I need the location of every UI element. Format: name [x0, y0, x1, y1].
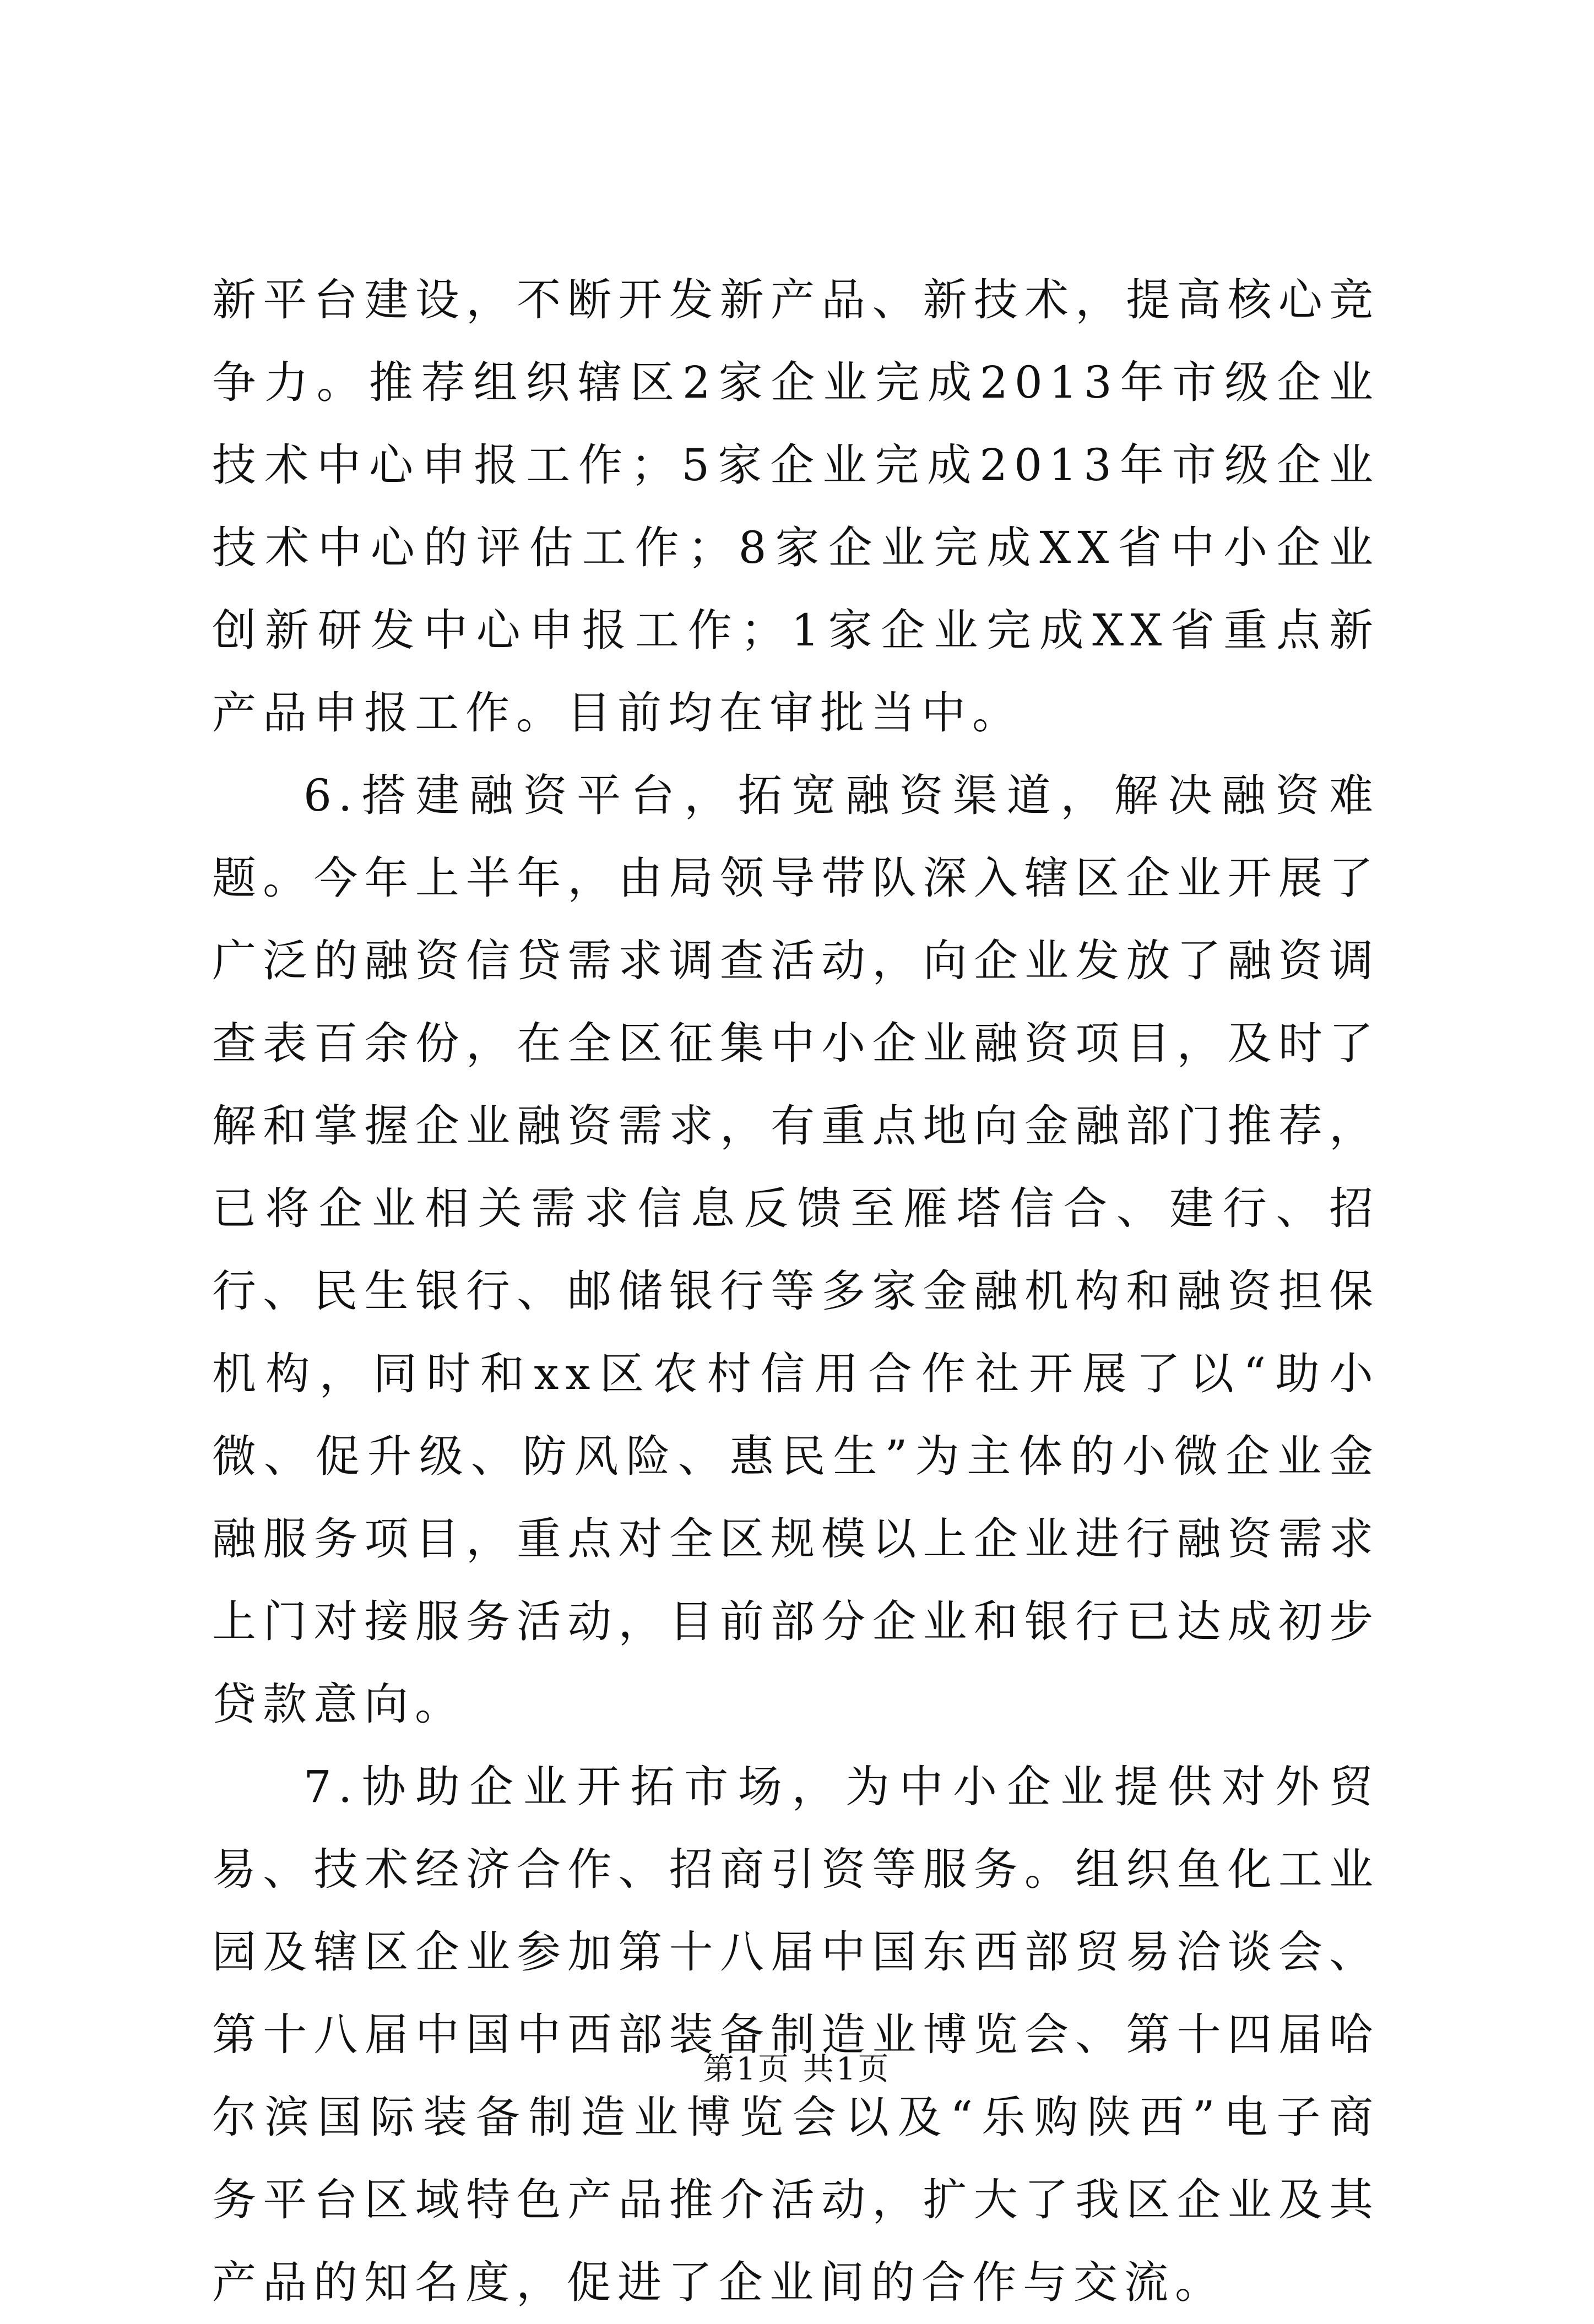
paragraph-market-expansion: 7.协助企业开拓市场，为中小企业提供对外贸易、技术经济合作、招商引资等服务。组织鱼化工业园及辖区企业参加第十八届中国东西部贸易洽谈会、第十八届中国中西部装备制造业博览会、第十四届哈尔滨国际装备制造业博览会以及“乐购陕西”电子商务平台区域特色产品推介活动，扩大了我区企业及其产品的知名度，促进了企业间的合作与交流。: [212, 1761, 1380, 2308]
paragraph-continuation: 新平台建设，不断开发新产品、新技术，提高核心竞争力。推荐组织辖区2家企业完成2013年市级企业技术中心申报工作；5家企业完成2013年市级企业技术中心的评估工作；8家企业完成XX省中小企业创新研发中心申报工作；1家企业完成XX省重点新产品申报工作。目前均在审批当中。: [212, 274, 1380, 739]
document-body: [212, 259, 1380, 2324]
page-footer: 第1页 共1页: [703, 2051, 891, 2087]
paragraph-financing-platform: 6.搭建融资平台，拓宽融资渠道，解决融资难题。今年上半年，由局领导带队深入辖区企业开展了广泛的融资信贷需求调查活动，向企业发放了融资调查表百余份，在全区征集中小企业融资项目，及时了解和掌握企业融资需求，有重点地向金融部门推荐，已将企业相关需求信息反馈至雁塔信合、建行、招行、民生银行、邮储银行等多家金融机构和融资担保机构，同时和xx区农村信用合作社开展了以“助小微、促升级、防风险、惠民生”为主体的小微企业金融服务项目，重点对全区规模以上企业进行融资需求上门对接服务活动，目前部分企业和银行已达成初步贷款意向。: [212, 770, 1380, 1730]
